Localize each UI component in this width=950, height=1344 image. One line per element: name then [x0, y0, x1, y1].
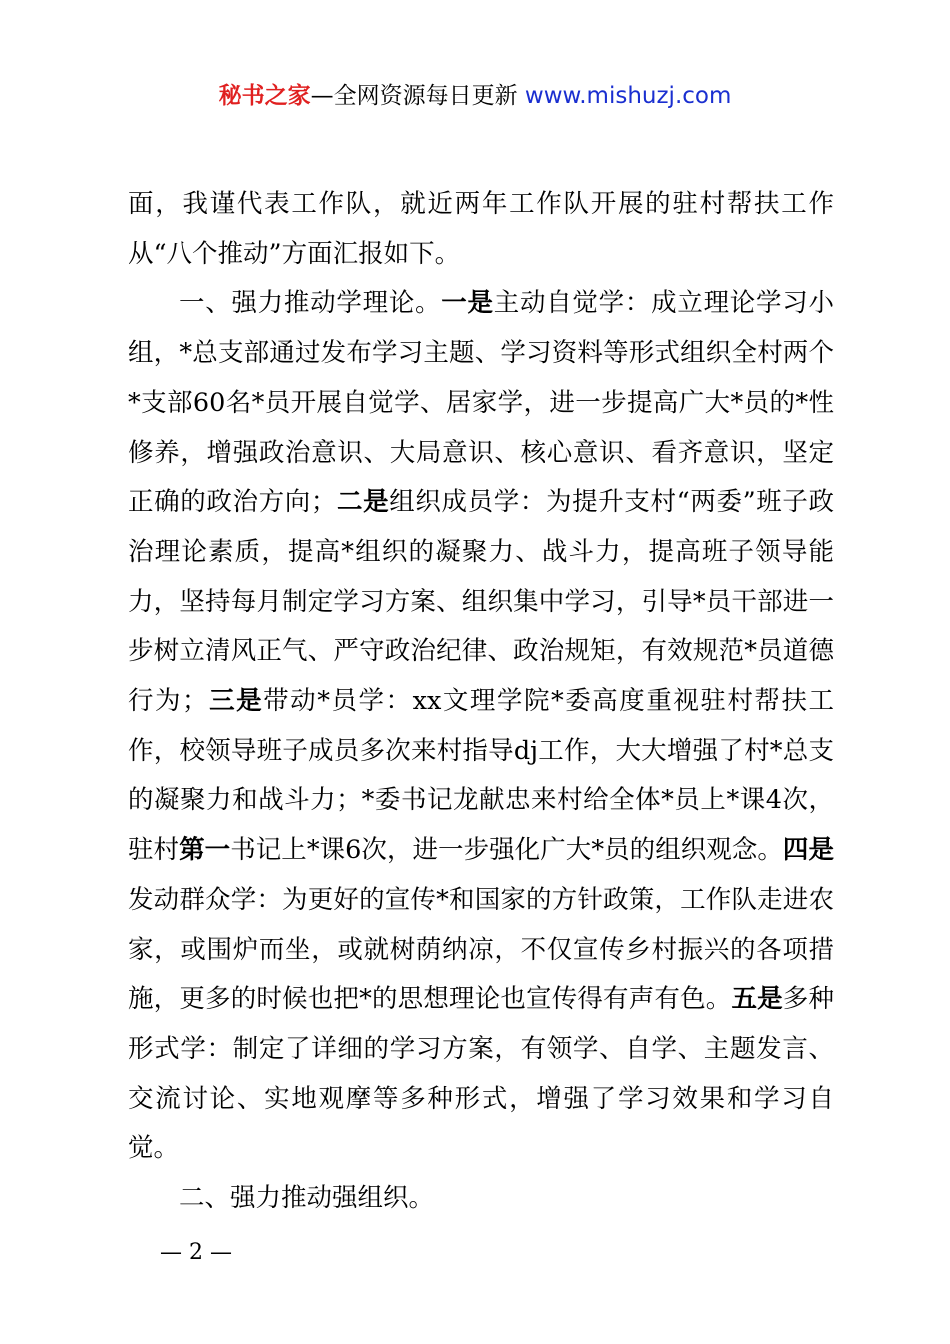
- emphasis-marker: 第一: [179, 835, 231, 866]
- site-tagline: 全网资源每日更新: [333, 83, 518, 109]
- paragraph-section-two-heading: [128, 1174, 834, 1224]
- text-run: 书记上*课6次，进一步强化广大*员的组织观念。: [230, 835, 783, 866]
- text-run: 二、强力推动强组织。: [179, 1183, 435, 1214]
- text-run: 主动自觉学：成立理论学习小组，*总支部通过发布学习主题、学习资料等形式组织全村两个*支部60名*员开展自觉学、居家学，进一步提高广大*员的*性修养，增强政治意识、大局意识、核心意识、看齐意识，坚定正确的政治方向；: [128, 288, 834, 518]
- emphasis-marker: 五是: [731, 984, 783, 1015]
- emphasis-marker: 一是: [441, 288, 494, 319]
- header-separator: —: [310, 83, 334, 109]
- site-header: [0, 80, 950, 112]
- text-run: 组织成员学：为提升支村“两委”班子政治理论素质，提高*组织的凝聚力、战斗力，提高班子领导能力，坚持每月制定学习方案、组织集中学习，引导*员干部进一步树立清风正气、严守政治纪律、政治规矩，有效规范*员道德行为；: [128, 487, 834, 717]
- text-run: 面，我谨代表工作队，就近两年工作队开展的驻村帮扶工作从“八个推动”方面汇报如下。: [128, 189, 834, 269]
- emphasis-marker: 二是: [336, 487, 390, 518]
- text-run: 一、强力推动学理论。: [179, 288, 442, 319]
- emphasis-marker: 三是: [207, 686, 264, 717]
- paragraph-section-one: [128, 279, 834, 1174]
- text-run: 带动*员学：xx文理学院*委高度重视驻村帮扶工作，校领导班子成员多次来村指导dj工作，大大增强了村*总支的凝聚力和战斗力；*委书记龙献忠来村给全体*员上*课4次，驻村: [128, 686, 834, 866]
- text-run: 多种形式学：制定了详细的学习方案，有领学、自学、主题发言、交流讨论、实地观摩等多种形式，增强了学习效果和学习自觉。: [128, 984, 834, 1164]
- emphasis-marker: 四是: [782, 835, 834, 866]
- site-url-link[interactable]: www.mishuzj.com: [524, 83, 732, 109]
- page-number: — 2 —: [160, 1240, 232, 1265]
- paragraph-intro: [128, 180, 834, 279]
- site-brand: 秘书之家: [218, 83, 311, 109]
- text-run: 发动群众学：为更好的宣传*和国家的方针政策，工作队走进农家，或围炉而坐，或就树荫纳凉，不仅宣传乡村振兴的各项措施，更多的时候也把*的思想理论也宣传得有声有色。: [128, 884, 834, 1015]
- document-body: [128, 180, 834, 1224]
